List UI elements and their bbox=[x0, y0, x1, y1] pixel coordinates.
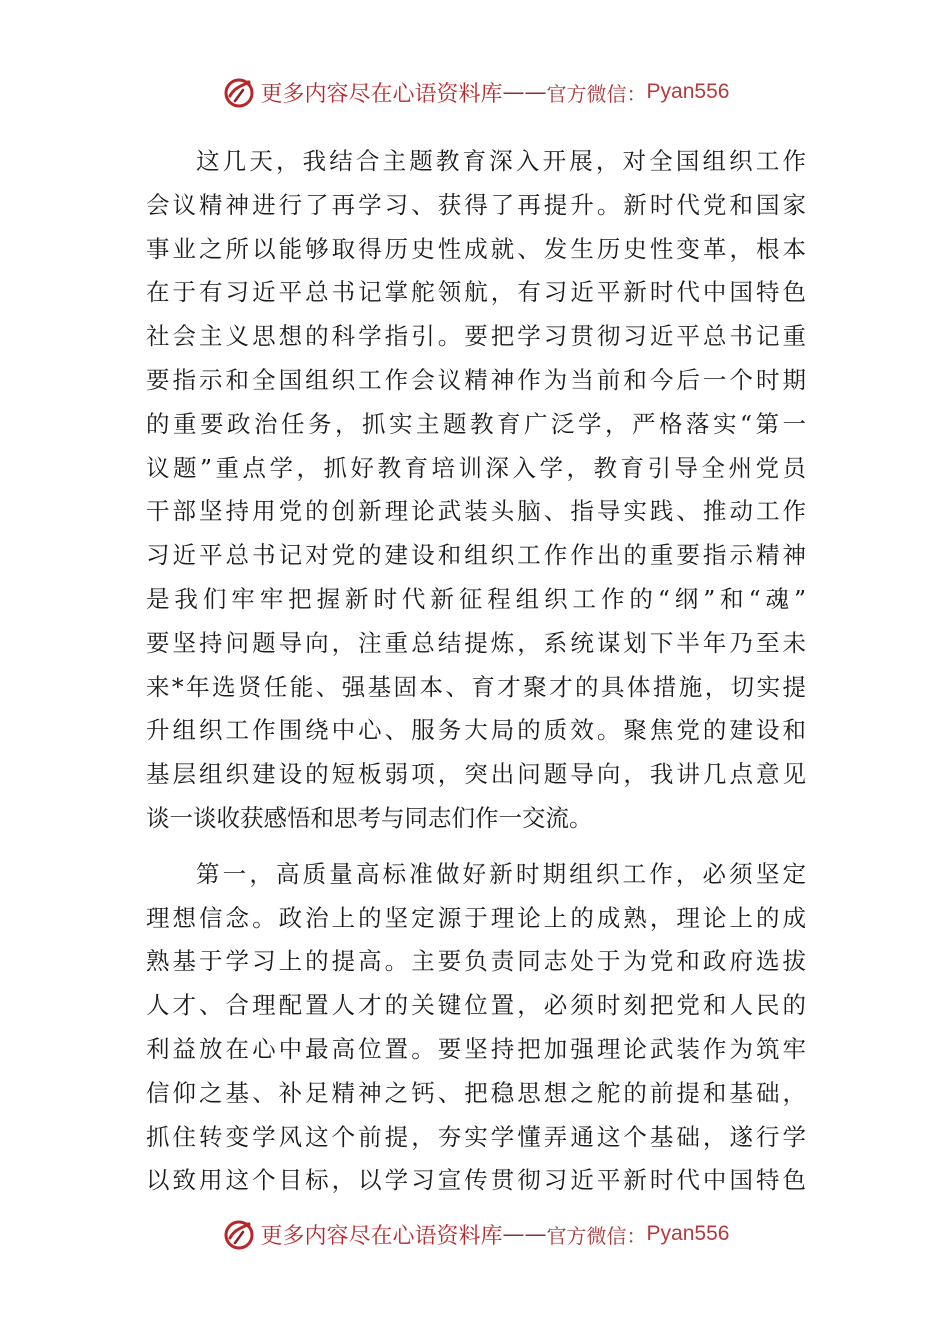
text-line: 以致用这个目标，以学习宣传贯彻习近平新时代中国特色 bbox=[146, 1166, 806, 1195]
text-line: 基层组织建设的短板弱项，突出问题导向，我讲几点意见 bbox=[146, 760, 806, 789]
text-line: 第一，高质量高标准做好新时期组织工作，必须坚定 bbox=[196, 859, 806, 888]
text-line: 干部坚持用党的创新理论武装头脑、指导实践、推动工作 bbox=[146, 497, 806, 526]
banner-main-text: 更多内容尽在心语资料库 bbox=[260, 81, 503, 107]
footer-banner bbox=[0, 1212, 950, 1256]
text-line: 要指示和全国组织工作会议精神作为当前和今后一个时期 bbox=[146, 365, 806, 394]
banner-wechat-id: Pyan556 bbox=[646, 1222, 730, 1245]
text-line: 要坚持问题导向，注重总结提炼，系统谋划下半年乃至未 bbox=[146, 628, 806, 657]
text-line: 事业之所以能够取得历史性成就、发生历史性变革，根本 bbox=[146, 234, 806, 263]
banner-wechat-id: Pyan556 bbox=[646, 80, 730, 103]
text-line: 信仰之基、补足精神之钙、把稳思想之舵的前提和基础， bbox=[146, 1078, 806, 1107]
text-line: 来*年选贤任能、强基固本、育才聚才的具体措施，切实提 bbox=[146, 672, 806, 701]
text-line: 这几天，我结合主题教育深入开展，对全国组织工作 bbox=[196, 147, 806, 175]
text-line: 习近平总书记对党的建设和组织工作作出的重要指示精神 bbox=[146, 541, 806, 570]
banner-wechat-label: 官方微信： bbox=[546, 81, 647, 106]
paragraph-1 bbox=[146, 140, 806, 841]
library-logo-icon bbox=[221, 1216, 257, 1252]
document-body bbox=[146, 140, 806, 1215]
text-line: 会议精神进行了再学习、获得了再提升。新时代党和国家 bbox=[146, 190, 806, 219]
paragraph-2 bbox=[146, 853, 806, 1203]
header-banner bbox=[0, 70, 950, 114]
library-logo-icon bbox=[221, 74, 257, 110]
banner-main-text: 更多内容尽在心语资料库 bbox=[260, 1223, 503, 1249]
text-line: 抓住转变学风这个前提，夯实学懂弄通这个基础，遂行学 bbox=[146, 1122, 806, 1151]
text-line: 利益放在心中最高位置。要坚持把加强理论武装作为筑牢 bbox=[146, 1034, 806, 1063]
text-line: 是我们牢牢把握新时代新征程组织工作的“纲”和“魂” bbox=[146, 584, 806, 613]
text-line: 熟基于学习上的提高。主要负责同志处于为党和政府选拔 bbox=[146, 947, 806, 976]
banner-separator: —— bbox=[502, 1221, 547, 1247]
text-line: 谈一谈收获感悟和思考与同志们作一交流。 bbox=[146, 803, 593, 832]
text-line: 的重要政治任务，抓实主题教育广泛学，严格落实“第一 bbox=[146, 409, 806, 438]
text-line: 人才、合理配置人才的关键位置，必须时刻把党和人民的 bbox=[146, 991, 806, 1020]
banner-separator: —— bbox=[502, 79, 547, 105]
text-line: 理想信念。政治上的坚定源于理论上的成熟，理论上的成 bbox=[146, 903, 806, 932]
text-line: 社会主义思想的科学指引。要把学习贯彻习近平总书记重 bbox=[146, 322, 806, 351]
banner-wechat-label: 官方微信： bbox=[546, 1223, 647, 1248]
text-line: 升组织工作围绕中心、服务大局的质效。聚焦党的建设和 bbox=[146, 716, 806, 745]
text-line: 议题”重点学，抓好教育培训深入学，教育引导全州党员 bbox=[146, 453, 806, 482]
text-line: 在于有习近平总书记掌舵领航，有习近平新时代中国特色 bbox=[146, 278, 806, 307]
